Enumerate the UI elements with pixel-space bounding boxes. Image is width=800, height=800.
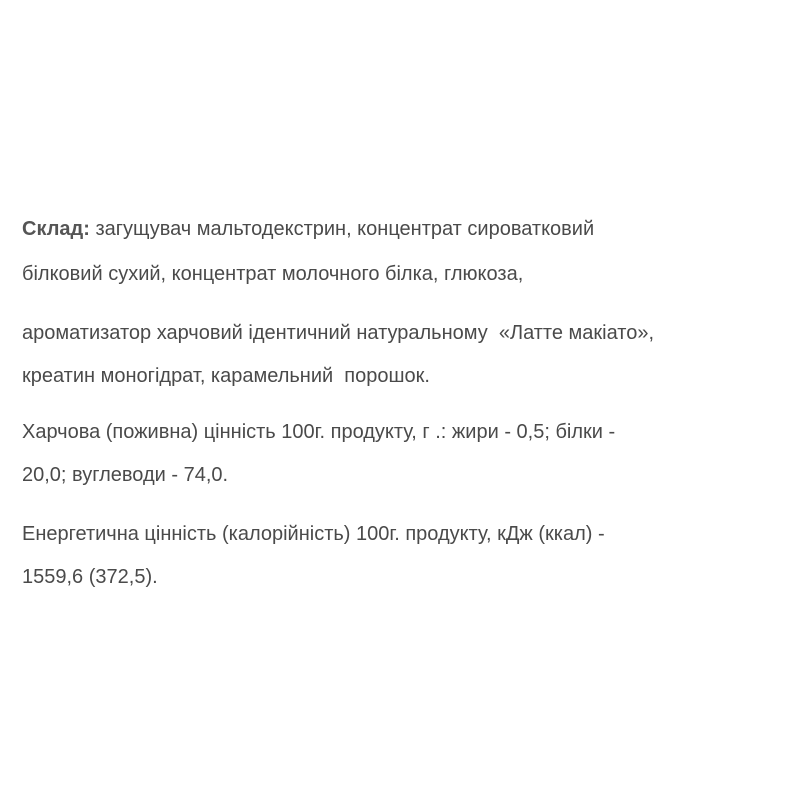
composition-label: Склад: bbox=[22, 218, 90, 240]
nutrition-line-1: Харчова (поживна) цінність 100г. продукту, г .: жири - 0,5; білки - bbox=[22, 421, 616, 443]
flavor-line-1: ароматизатор харчовий ідентичний натуральному «Латте макіато», bbox=[22, 322, 655, 344]
nutrition-line-2: 20,0; вуглеводи - 74,0. bbox=[22, 464, 229, 486]
energy-line-2: 1559,6 (372,5). bbox=[22, 566, 158, 588]
flavor-line-2: креатин моногідрат, карамельний порошок. bbox=[22, 365, 430, 387]
energy-line-1: Енергетична цінність (калорійність) 100г. продукту, кДж (ккал) - bbox=[22, 523, 605, 545]
composition-text-1: загущувач мальтодекстрин, концентрат сироватковий bbox=[89, 218, 595, 240]
composition-line-1 bbox=[22, 217, 594, 241]
composition-line-2: білковий сухий, концентрат молочного білка, глюкоза, bbox=[22, 263, 524, 285]
